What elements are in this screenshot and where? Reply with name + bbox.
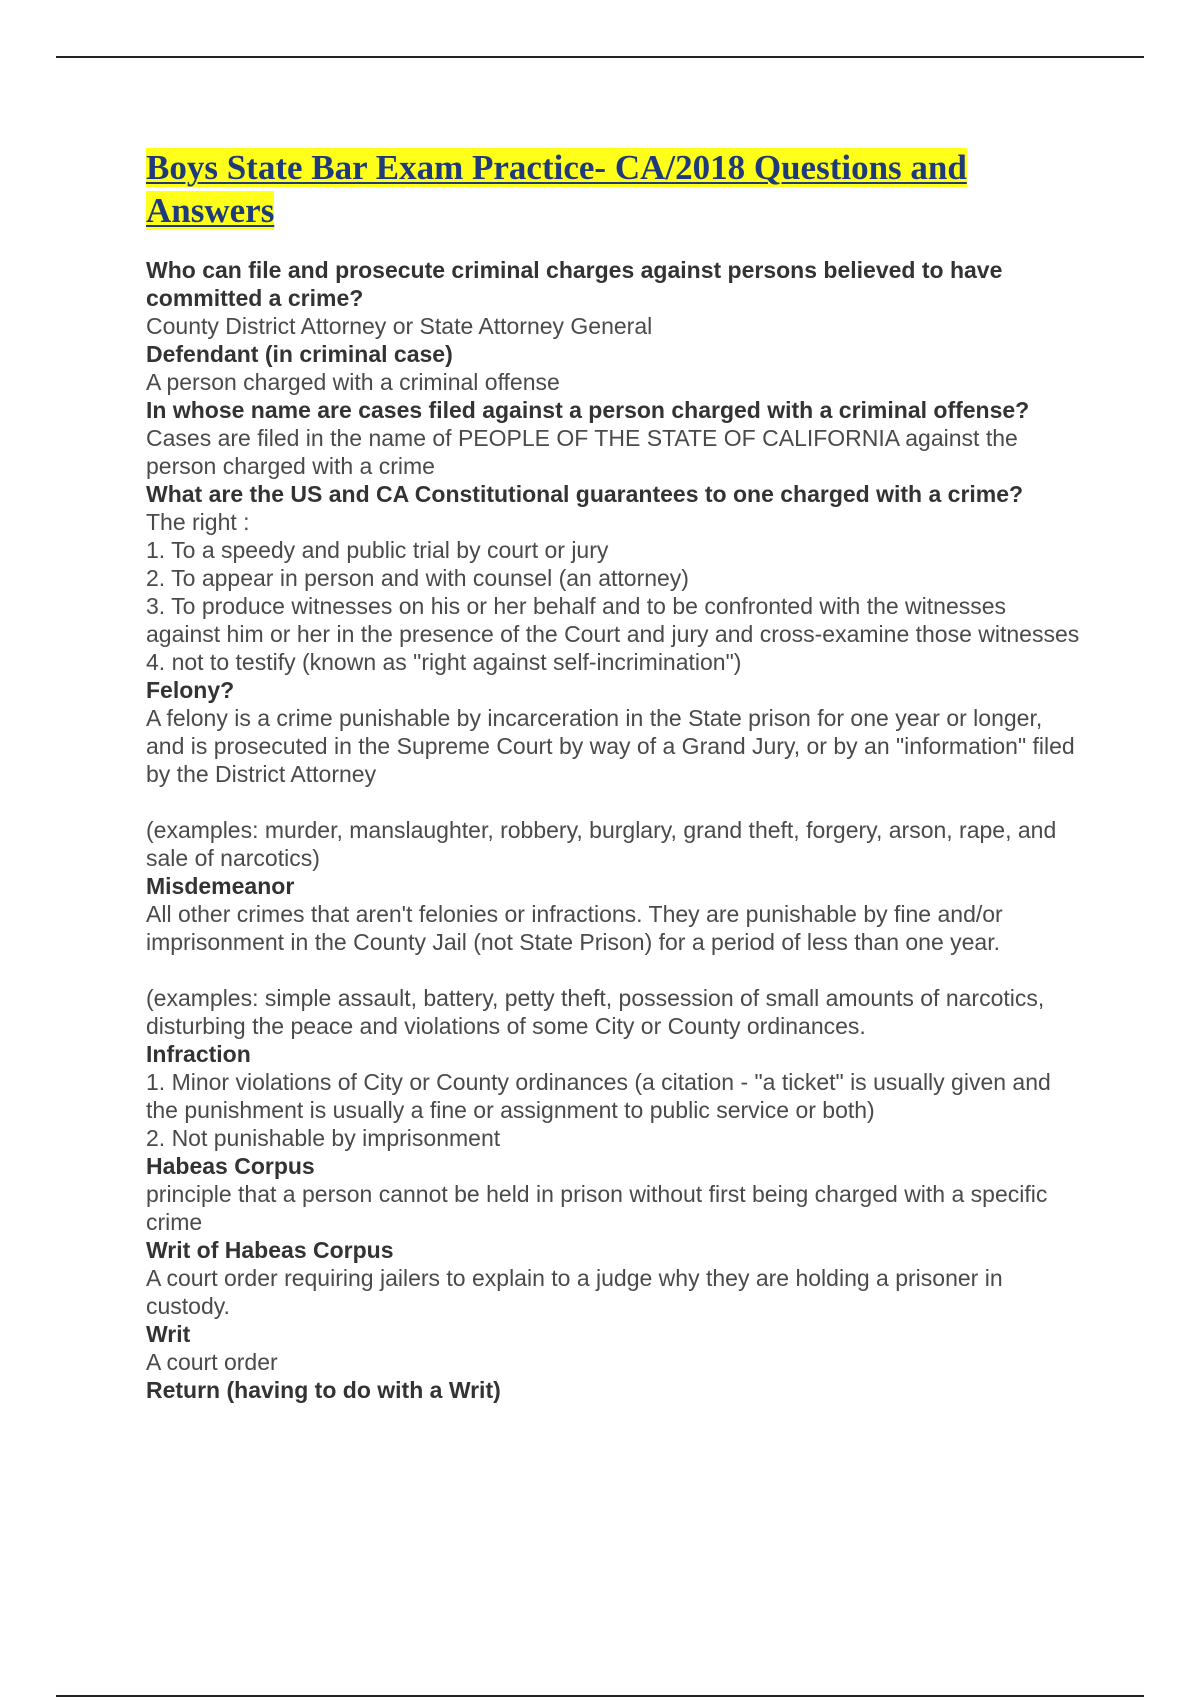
answer-text [146,1348,1086,1376]
answer-line: 1. Minor violations of City or County ordinances (a citation - "a ticket" is usually given and the punishment is usually a fine or assignment to public service or both) [146,1069,1051,1123]
qa-item [146,340,1086,396]
question-text: Infraction [146,1041,251,1067]
qa-item [146,872,1086,1040]
question-text: Habeas Corpus [146,1153,315,1179]
question-text: What are the US and CA Constitutional guarantees to one charged with a crime? [146,481,1024,507]
answer-line: The right : [146,509,250,535]
document-title-text: Boys State Bar Exam Practice- CA/2018 Questions and Answers [146,148,967,230]
document-title [146,146,1086,232]
question-text: Writ [146,1321,191,1347]
qa-item [146,676,1086,872]
qa-item [146,1152,1086,1236]
answer-text [146,1068,1086,1152]
answer-text [146,424,1086,480]
qa-item [146,256,1086,340]
bottom-rule [56,1695,1144,1697]
document-body [146,146,1086,1404]
answer-line: 3. To produce witnesses on his or her behalf and to be confronted with the witnesses against him or her in the presence of the Court and jury and cross-examine those witnesses [146,593,1080,647]
top-rule [56,56,1144,58]
qa-item [146,480,1086,676]
answer-line: A felony is a crime punishable by incarceration in the State prison for one year or longer, and is prosecuted in the Supreme Court by way of a Grand Jury, or by an "information" filed by the District Attorney [146,705,1075,787]
qa-item [146,1320,1086,1376]
answer-text [146,368,1086,396]
answer-text [146,900,1086,1040]
answer-line: 2. To appear in person and with counsel (an attorney) [146,565,689,591]
question-text: Defendant (in criminal case) [146,341,453,367]
answer-text [146,1180,1086,1236]
qa-item [146,1236,1086,1320]
answer-line: All other crimes that aren't felonies or infractions. They are punishable by fine and/or imprisonment in the County Jail (not State Prison) for a period of less than one year. [146,901,1003,955]
answer-line: Cases are filed in the name of PEOPLE OF THE STATE OF CALIFORNIA against the person charged with a crime [146,425,1018,479]
answer-line: A court order requiring jailers to explain to a judge why they are holding a prisoner in custody. [146,1265,1003,1319]
answer-line: 1. To a speedy and public trial by court or jury [146,537,609,563]
question-text: Return (having to do with a Writ) [146,1377,501,1403]
qa-item [146,396,1086,480]
answer-line: 4. not to testify (known as "right against self-incrimination") [146,649,742,675]
answer-text [146,508,1086,676]
question-text: In whose name are cases filed against a person charged with a criminal offense? [146,397,1030,423]
answer-line: A person charged with a criminal offense [146,369,560,395]
answer-line: (examples: simple assault, battery, petty theft, possession of small amounts of narcotics, disturbing the peace and violations of some City or County ordinances. [146,985,1045,1039]
answer-line: (examples: murder, manslaughter, robbery, burglary, grand theft, forgery, arson, rape, and sale of narcotics) [146,817,1057,871]
question-text: Felony? [146,677,235,703]
question-text: Writ of Habeas Corpus [146,1237,394,1263]
answer-text [146,312,1086,340]
answer-line: A court order [146,1349,278,1375]
answer-line: principle that a person cannot be held in prison without first being charged with a specific crime [146,1181,1048,1235]
question-text: Who can file and prosecute criminal charges against persons believed to have committed a crime? [146,257,1003,311]
qa-item [146,1040,1086,1152]
answer-line: County District Attorney or State Attorney General [146,313,653,339]
answer-text [146,704,1086,872]
answer-line: 2. Not punishable by imprisonment [146,1125,501,1151]
question-text: Misdemeanor [146,873,295,899]
answer-text [146,1264,1086,1320]
qa-item [146,1376,1086,1404]
